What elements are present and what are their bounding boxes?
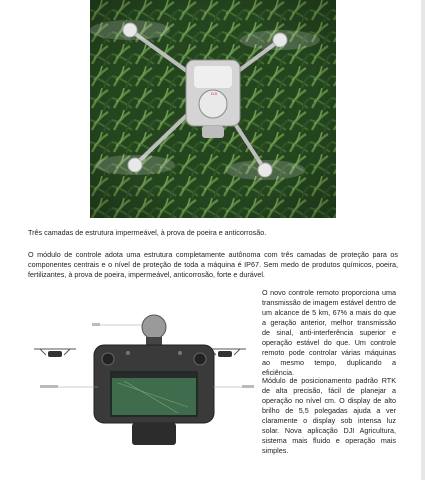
paragraph-rtk-module: Módulo de posicionamento padrão RTK de alta precisão, fácil de planejar a operação no nível cm. O display de alto brilho de 5,5 polegadas ajuda a ver claramente o display sob intensa luz solar. Nova aplicação DJI Agricultura, sistema mais fluido e operação mais simples. — [262, 376, 396, 455]
drone-over-crops-photo — [90, 0, 336, 218]
paragraph-remote-controller: O novo controle remoto proporciona uma transmissão de imagem estável dentro de um alcance de 5 km, 67% a mais do que a geração anterior, melhor transmissão de sinal, anti-interferência superior e operação estável do que. Um controle remoto pode controlar várias máquinas ao mesmo tempo, duplicando a eficiência. — [262, 288, 396, 377]
remote-controller-illustration — [28, 305, 256, 465]
left-drone-icon — [34, 349, 76, 357]
paragraph-control-module: O módulo de controle adota uma estrutura completamente autônoma com três camadas de proteção para os componentes centrais e o nível de proteção de toda a máquina é IP67. Sem medo de produtos químicos, poeira, fertilizantes, à prova de poeira, impermeável, anticorrosão, forte e durável. — [28, 250, 398, 279]
page-edge — [421, 0, 425, 480]
paragraph-structure-title: Três camadas de estrutura impermeável, à prova de poeira e anticorrosão. — [28, 228, 267, 237]
svg-text:DJI: DJI — [211, 91, 217, 96]
controller-svg — [28, 305, 256, 465]
drone-photo-svg — [90, 0, 336, 218]
